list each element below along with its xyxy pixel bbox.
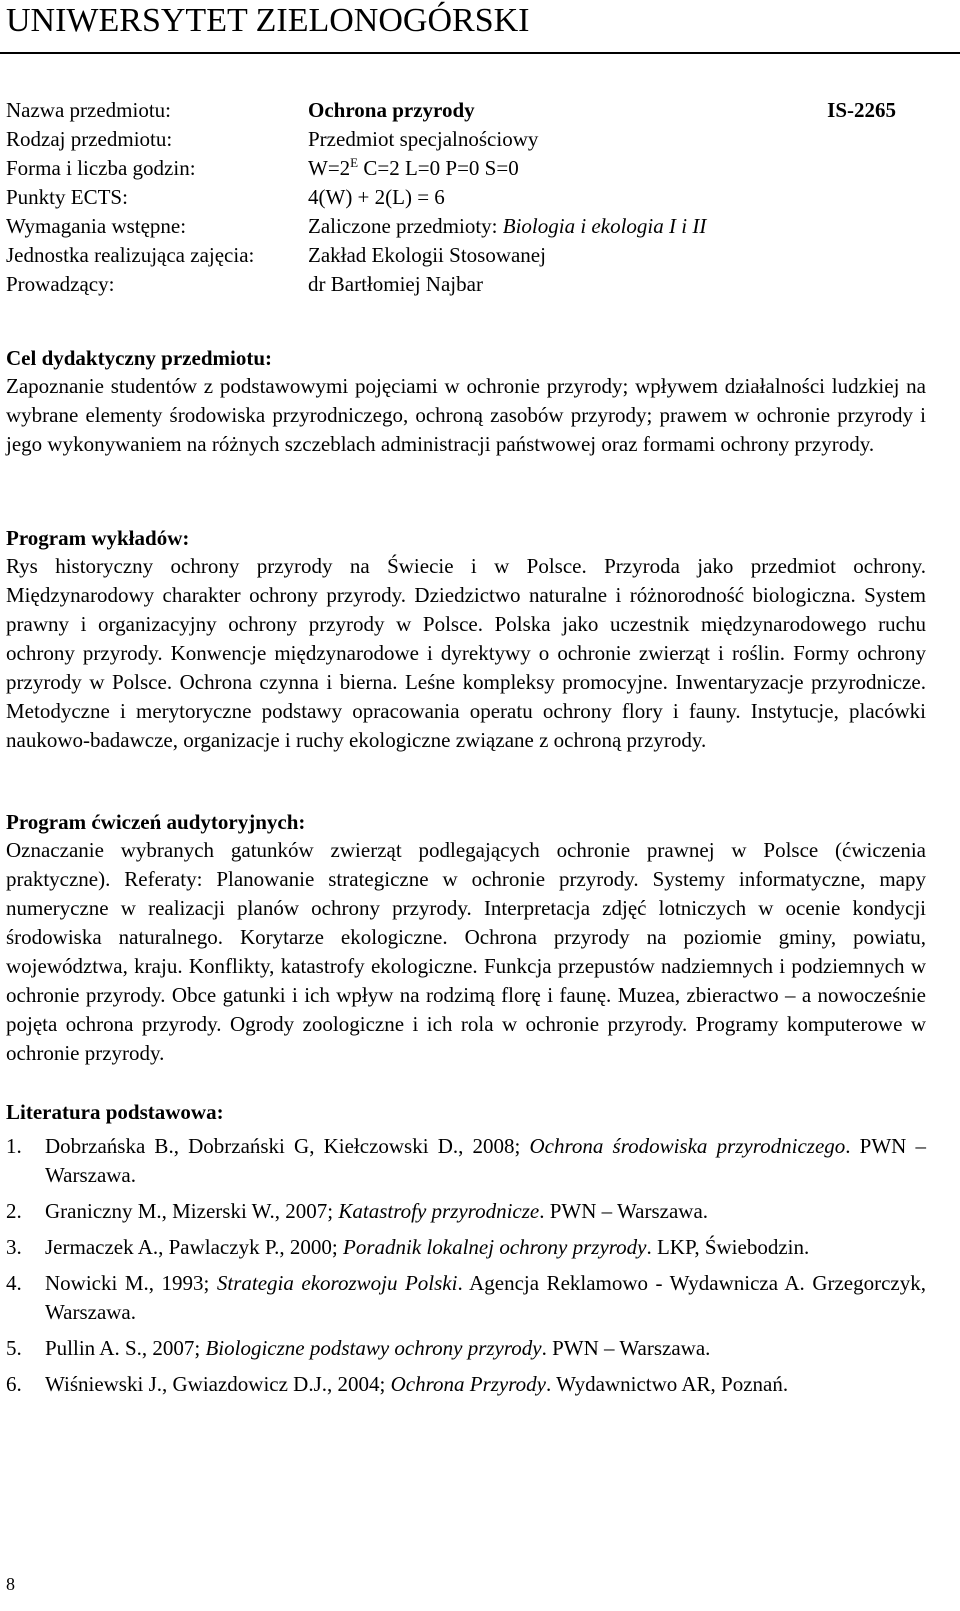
section-title: Cel dydaktyczny przedmiotu: [6,346,272,370]
list-item [6,1233,926,1262]
item-authors: Graniczny M., Mizerski W., 2007; [45,1199,339,1223]
meta-row-name [6,96,896,125]
section-cwiczenia [6,808,926,1068]
section-text: Zapoznanie studentów z podstawowymi pojęciami w ochronie przyrody; wpływem działalności ludzkiej na wybrane elementy środowiska przyrodniczego, ochroną zasobów przyrody; prawem w ochronie przyrody i jego wykonywaniem na różnych szczeblach administracji państwowej oraz formami ochrony przyrody. [6,374,926,456]
item-number: 2. [6,1199,22,1223]
meta-value: 4(W) + 2(L) = 6 [308,185,445,209]
list-item [6,1370,926,1399]
section-title: Literatura podstawowa: [6,1100,224,1124]
item-authors: Nowicki M., 1993; [45,1271,217,1295]
meta-row-hours [6,154,896,183]
course-code: IS-2265 [827,98,896,122]
meta-row-type [6,125,896,154]
item-authors: Pullin A. S., 2007; [45,1336,206,1360]
item-authors: Jermaczek A., Pawlaczyk P., 2000; [45,1235,344,1259]
item-authors: Dobrzańska B., Dobrzański G, Kiełczowski D., 2008; [45,1134,530,1158]
meta-value [308,212,706,241]
meta-label: Prowadzący: [6,272,115,296]
section-text: Rys historyczny ochrony przyrody na Świecie i w Polsce. Przyroda jako przedmiot ochrony. Międzynarodowy charakter ochrony przyrody. Dziedzictwo naturalne i różnorodność biologiczna. System prawny i organizacyjny ochrony przyrody w Polsce. Polska jako uczestnik międzynarodowego ruchu ochrony przyrody. Konwencje międzynarodowe i dyrektywy o ochronie zwierząt i roślin. Formy ochrony przyrody w Polsce. Ochrona czynna i bierna. Leśne kompleksy promocyjne. Inwentaryzacje przyrodnicze. Metodyczne i merytoryczne podstawy opracowania operatu ochrony flory i fauny. Instytucje, placówki naukowo-badawcze, organizacje i ruchy ekologiczne związane z ochroną przyrody. [6,554,926,752]
meta-label: Wymagania wstępne: [6,214,187,238]
item-publisher: . Wydawnictwo AR, Poznań. [545,1372,789,1396]
item-publisher: . PWN – Warszawa. [541,1336,711,1360]
meta-value: dr Bartłomiej Najbar [308,272,483,296]
section-title: Program ćwiczeń audytoryjnych: [6,810,306,834]
hours-w: W=2 [308,156,351,180]
item-title: Ochrona Przyrody [390,1372,546,1396]
section-title: Program wykładów: [6,526,190,550]
university-title: UNIWERSYTET ZIELONOGÓRSKI [6,2,530,39]
item-number: 1. [6,1134,22,1158]
item-title: Ochrona środowiska przyrodniczego [529,1134,846,1158]
meta-row-requirements [6,212,896,241]
meta-row-lecturer [6,270,896,299]
item-publisher: . PWN – Warszawa. [45,1134,926,1187]
meta-label: Nazwa przedmiotu: [6,98,172,122]
meta-row-unit [6,241,896,270]
requirements-prefix: Zaliczone przedmioty: [308,214,503,238]
item-title: Strategia ekorozwoju Polski [216,1271,458,1295]
list-item [6,1269,926,1327]
item-publisher: . PWN – Warszawa. [539,1199,709,1223]
list-item [6,1334,926,1363]
meta-label: Rodzaj przedmiotu: [6,127,173,151]
meta-label: Punkty ECTS: [6,185,128,209]
meta-value: Przedmiot specjalnościowy [308,127,539,151]
meta-value [308,154,519,183]
item-number: 4. [6,1271,22,1295]
section-literatura [6,1098,926,1406]
item-number: 6. [6,1372,22,1396]
list-item [6,1197,926,1226]
meta-row-ects [6,183,896,212]
item-publisher: . Agencja Reklamowo - Wydawnicza A. Grzegorczyk, Warszawa. [45,1271,927,1324]
section-cel [6,344,926,459]
meta-value: Zakład Ekologii Stosowanej [308,243,546,267]
item-title: Poradnik lokalnej ochrony przyrody [343,1235,647,1259]
requirements-courses: Biologia i ekologia I i II [502,214,707,238]
item-publisher: . LKP, Świebodzin. [646,1235,810,1259]
list-item [6,1132,926,1190]
hours-rest: C=2 L=0 P=0 S=0 [358,156,519,180]
course-meta-table [6,96,896,299]
course-name: Ochrona przyrody [308,98,475,122]
item-authors: Wiśniewski J., Gwiazdowicz D.J., 2004; [45,1372,391,1396]
section-wyklady [6,524,926,755]
section-text: Oznaczanie wybranych gatunków zwierząt podlegających ochronie prawnej w Polsce (ćwiczenia praktyczne). Referaty: Planowanie strategiczne w ochronie przyrody. Systemy informatyczne, mapy numeryczne w realizacji planów ochrony przyrody. Interpretacja zdjęć lotniczych w ocenie kondycji środowiska naturalnego. Korytarze ekologiczne. Ochrona przyrody na poziomie gminy, powiatu, województwa, kraju. Konflikty, katastrofy ekologiczne. Funkcja przepustów nadziemnych i podziemnych w ochronie przyrody. Obce gatunki i ich wpływ na rodzimą florę i faunę. Muzea, zbieractwo – a nowocześnie pojęta ochrona przyrody. Ogrody zoologiczne i ich rola w ochronie przyrody. Programy komputerowe w ochronie przyrody. [6,838,926,1065]
title-underline [0,52,960,54]
meta-label: Jednostka realizująca zajęcia: [6,243,255,267]
literature-list [6,1132,926,1399]
item-title: Biologiczne podstawy ochrony przyrody [205,1336,542,1360]
item-title: Katastrofy przyrodnicze [338,1199,540,1223]
item-number: 3. [6,1235,22,1259]
page-number: 8 [6,1574,15,1594]
meta-label: Forma i liczba godzin: [6,156,196,180]
hours-exam-mark: E [350,155,359,170]
item-number: 5. [6,1336,22,1360]
